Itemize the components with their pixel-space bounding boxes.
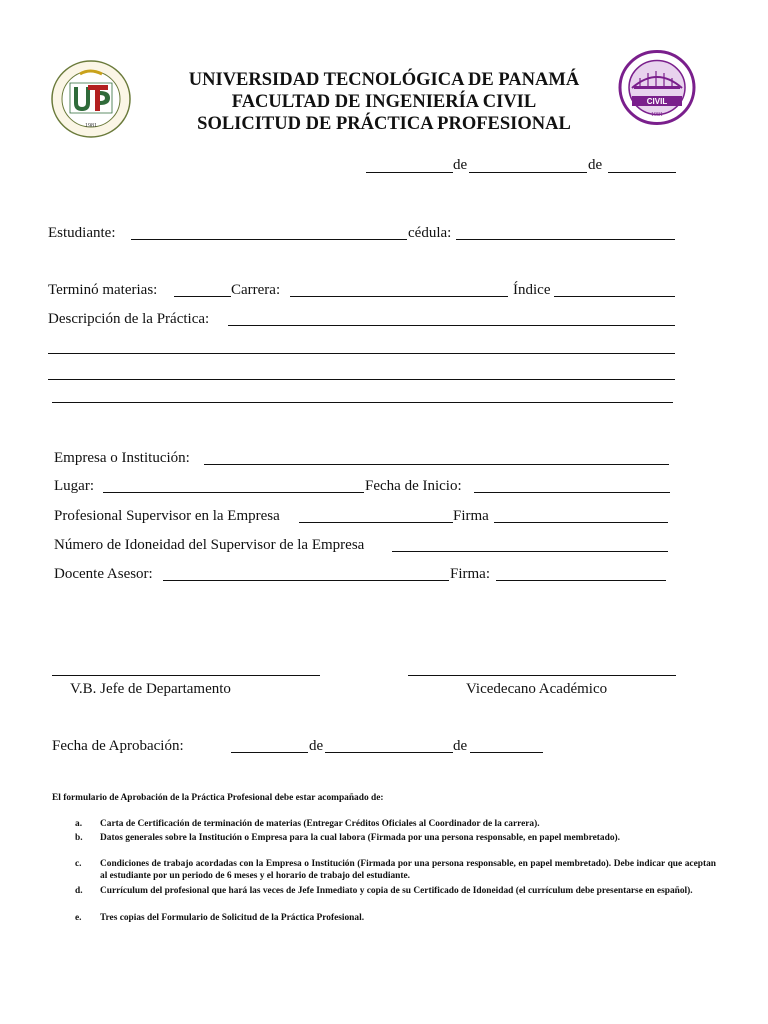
instruction-item-c: c. Condiciones de trabajo acordadas con la Empresa o Institución (Firmada por una persona responsable, en papel membretado). Debe indicar que aceptan al estudiante por un periodo de 6 meses y el horario de trabajo del estudiante. — [75, 859, 716, 882]
descripcion-field-3[interactable] — [48, 379, 675, 380]
instruction-item-b: b. Datos generales sobre la Institución o Empresa para la cual labora (Firmada por una persona responsable, en papel membretado). — [75, 833, 620, 843]
termino-materias-label: Terminó materias: — [48, 282, 158, 298]
carrera-label: Carrera: — [231, 282, 281, 298]
lugar-label: Lugar: — [54, 478, 94, 494]
lugar-field[interactable] — [103, 492, 364, 493]
svg-text:CIVIL: CIVIL — [646, 97, 668, 106]
date-day-line[interactable] — [366, 172, 453, 173]
descripcion-field-2[interactable] — [48, 353, 675, 354]
date-de-label-2: de — [588, 157, 603, 173]
fecha-aprobacion-label: Fecha de Aprobación: — [52, 738, 184, 754]
firma-supervisor-label: Firma — [453, 508, 489, 524]
indice-label: Índice — [513, 282, 551, 298]
aprobacion-day-field[interactable] — [231, 752, 308, 753]
descripcion-field-1[interactable] — [228, 325, 675, 326]
vb-jefe-label: V.B. Jefe de Departamento — [70, 681, 231, 697]
docente-asesor-label: Docente Asesor: — [54, 566, 153, 582]
instruction-item-d: d. Currículum del profesional que hará las veces de Jefe Inmediato y copia de su Certificado de Idoneidad (el currículum debe presentarse en español). — [75, 886, 693, 896]
faculty-title: FACULTAD DE INGENIERÍA CIVIL — [231, 92, 537, 112]
cedula-label: cédula: — [408, 225, 452, 241]
date-de-label-1: de — [453, 157, 468, 173]
descripcion-label: Descripción de la Práctica: — [48, 311, 210, 327]
form-title: SOLICITUD DE PRÁCTICA PROFESIONAL — [197, 114, 571, 134]
termino-materias-field[interactable] — [174, 296, 231, 297]
aprobacion-year-field[interactable] — [470, 752, 543, 753]
empresa-label: Empresa o Institución: — [54, 450, 190, 466]
supervisor-field[interactable] — [299, 522, 453, 523]
idoneidad-field[interactable] — [392, 551, 668, 552]
cedula-field[interactable] — [456, 239, 675, 240]
instruction-item-e: e. Tres copias del Formulario de Solicitud de la Práctica Profesional. — [75, 913, 365, 923]
estudiante-label: Estudiante: — [48, 225, 116, 241]
date-year-line[interactable] — [608, 172, 676, 173]
instructions-title: El formulario de Aprobación de la Práctica Profesional debe estar acompañado de: — [52, 793, 384, 803]
vicedecano-label: Vicedecano Académico — [466, 681, 608, 697]
fecha-inicio-field[interactable] — [474, 492, 670, 493]
supervisor-label: Profesional Supervisor en la Empresa — [54, 508, 280, 524]
docente-asesor-field[interactable] — [163, 580, 449, 581]
instruction-item-a: a. Carta de Certificación de terminación de materias (Entregar Créditos Oficiales al Coordinador de la carrera). — [75, 819, 540, 829]
svg-text:1981: 1981 — [651, 112, 663, 118]
estudiante-field[interactable] — [131, 239, 407, 240]
firma-docente-field[interactable] — [496, 580, 666, 581]
aprobacion-de-label-2: de — [453, 738, 468, 754]
university-title: UNIVERSIDAD TECNOLÓGICA DE PANAMÁ — [188, 70, 580, 90]
descripcion-field-4[interactable] — [52, 402, 673, 403]
firma-supervisor-field[interactable] — [494, 522, 668, 523]
aprobacion-de-label-1: de — [309, 738, 324, 754]
aprobacion-month-field[interactable] — [325, 752, 453, 753]
empresa-field[interactable] — [204, 464, 669, 465]
firma-docente-label: Firma: — [450, 566, 490, 582]
vb-jefe-signature-line[interactable] — [52, 675, 320, 676]
vicedecano-signature-line[interactable] — [408, 675, 676, 676]
indice-field[interactable] — [554, 296, 675, 297]
svg-text:1981: 1981 — [85, 123, 97, 129]
date-month-line[interactable] — [469, 172, 587, 173]
idoneidad-label: Número de Idoneidad del Supervisor de la Empresa — [54, 537, 365, 553]
carrera-field[interactable] — [290, 296, 508, 297]
fecha-inicio-label: Fecha de Inicio: — [365, 478, 462, 494]
